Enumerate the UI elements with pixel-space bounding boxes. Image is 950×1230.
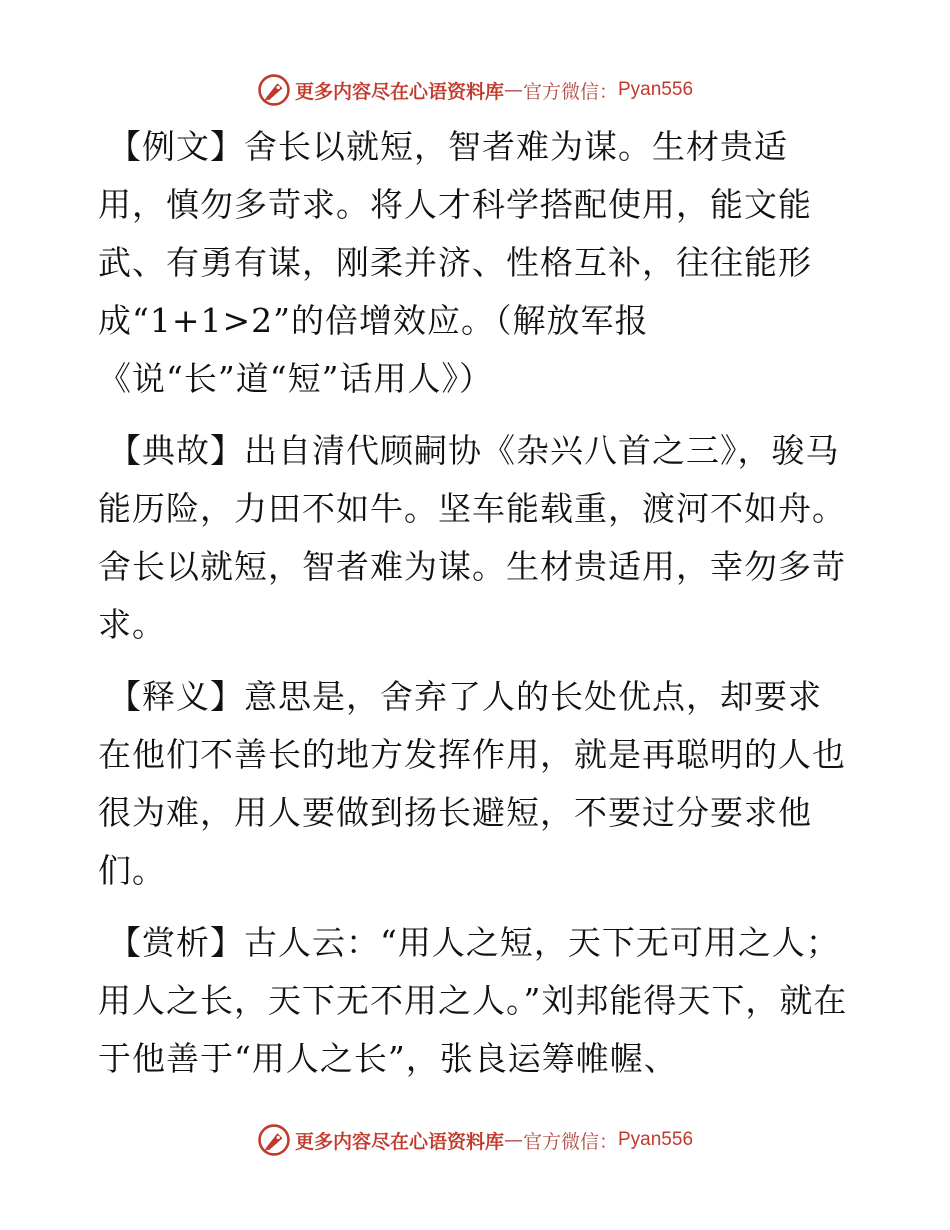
paragraph-allusion: [98, 422, 848, 654]
paragraph-heading: 【典故】: [108, 431, 244, 470]
watermark-site-text: 更多内容尽在心语资料库: [294, 80, 504, 103]
paragraph-text: 意思是，舍弃了人的长处优点，却要求在他们不善长的地方发挥作用，就是再聪明的人也很为难，用人要做到扬长避短，不要过分要求他们。: [98, 677, 846, 890]
paragraph-appreciation: [98, 914, 848, 1088]
pen-nib-logo-icon: [257, 1123, 291, 1157]
watermark-wechat-id: Pyan556: [618, 1129, 694, 1150]
footer-watermark: [0, 1120, 950, 1160]
watermark-separator: —: [503, 1129, 523, 1151]
document-body: [98, 118, 848, 1102]
watermark-separator: —: [503, 79, 523, 101]
paragraph-heading: 【释义】: [108, 677, 244, 716]
paragraph-example: [98, 118, 848, 408]
watermark-wechat-id: Pyan556: [618, 79, 694, 100]
paragraph-heading: 【例文】: [108, 127, 244, 166]
paragraph-text: 舍长以就短，智者难为谋。生材贵适用，慎勿多苛求。将人才科学搭配使用，能文能武、有勇有谋，刚柔并济、性格互补，往往能形成“1+1>2”的倍增效应。（解放军报《说“长”道“短”话用人》）: [98, 127, 812, 398]
paragraph-text: 古人云：“用人之短，天下无可用之人；用人之长，天下无不用之人。”刘邦能得天下，就在于他善于“用人之长”，张良运筹帷幄、: [98, 923, 848, 1078]
paragraph-heading: 【赏析】: [108, 923, 244, 962]
paragraph-definition: [98, 668, 848, 900]
watermark-official-label: 官方微信：: [522, 1130, 618, 1153]
pen-nib-logo-icon: [257, 73, 291, 107]
watermark-site-text: 更多内容尽在心语资料库: [294, 1130, 504, 1153]
paragraph-text: 出自清代顾嗣协《杂兴八首之三》，骏马能历险，力田不如牛。坚车能载重，渡河不如舟。舍长以就短，智者难为谋。生材贵适用，幸勿多苛求。: [98, 431, 846, 644]
header-watermark: [0, 70, 950, 110]
watermark-official-label: 官方微信：: [522, 80, 618, 103]
